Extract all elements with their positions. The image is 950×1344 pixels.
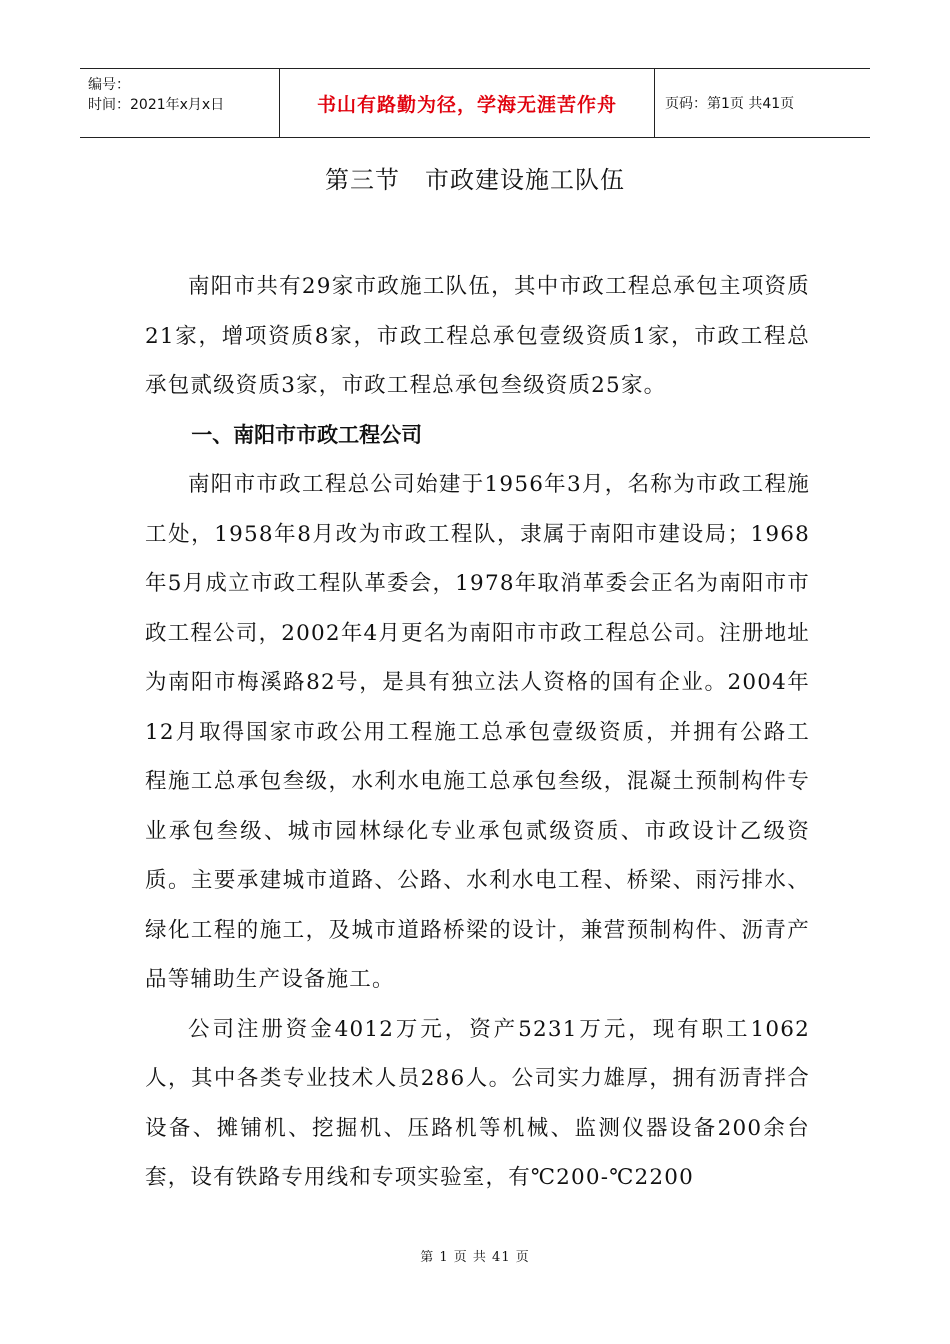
history-paragraph: 南阳市市政工程总公司始建于1956年3月，名称为市政工程施工处，1958年8月改为市政工程队，隶属于南阳市建设局；1968年5月成立市政工程队革委会，1978年取消革委会正名为南阳市市政工程公司，2002年4月更名为南阳市市政工程总公司。注册地址为南阳市梅溪路82号，是具有独立法人资格的国有企业。2004年12月取得国家市政公用工程施工总承包壹级资质，并拥有公路工程施工总承包叁级，水利水电施工总承包叁级，混凝土预制构件专业承包叁级、城市园林绿化专业承包贰级资质、市政设计乙级资质。主要承建城市道路、公路、水利水电工程、桥梁、雨污排水、绿化工程的施工，及城市道路桥梁的设计，兼营预制构件、沥青产品等辅助生产设备施工。 [145, 472, 810, 992]
header-motto: 书山有路勤为径，学海无涯苦作舟 [280, 69, 655, 137]
number-label: 编号： [88, 77, 130, 93]
header-meta [80, 69, 280, 137]
capital-paragraph: 公司注册资金4012万元，资产5231万元，现有职工1062人，其中各类专业技术人员286人。公司实力雄厚，拥有沥青拌合设备、摊铺机、挖掘机、压路机等机械、监测仪器设备200余台套，设有铁路专用线和专项实验室，有℃200-℃2200 [145, 1016, 810, 1190]
document-body [145, 262, 810, 1203]
header-page-info: 页码：第1页 共41页 [665, 96, 795, 112]
page-footer: 第 1 页 共 41 页 [420, 1250, 530, 1265]
section-title: 第三节 市政建设施工队伍 [325, 166, 625, 194]
section-heading: 一、南阳市市政工程公司 [191, 422, 423, 447]
intro-paragraph: 南阳市共有29家市政施工队伍，其中市政工程总承包主项资质21家，增项资质8家，市政工程总承包壹级资质1家，市政工程总承包贰级资质3家，市政工程总承包叁级资质25家。 [145, 274, 810, 398]
time-line: 时间：2021年x月x日 [88, 97, 225, 113]
page-header [80, 68, 870, 138]
